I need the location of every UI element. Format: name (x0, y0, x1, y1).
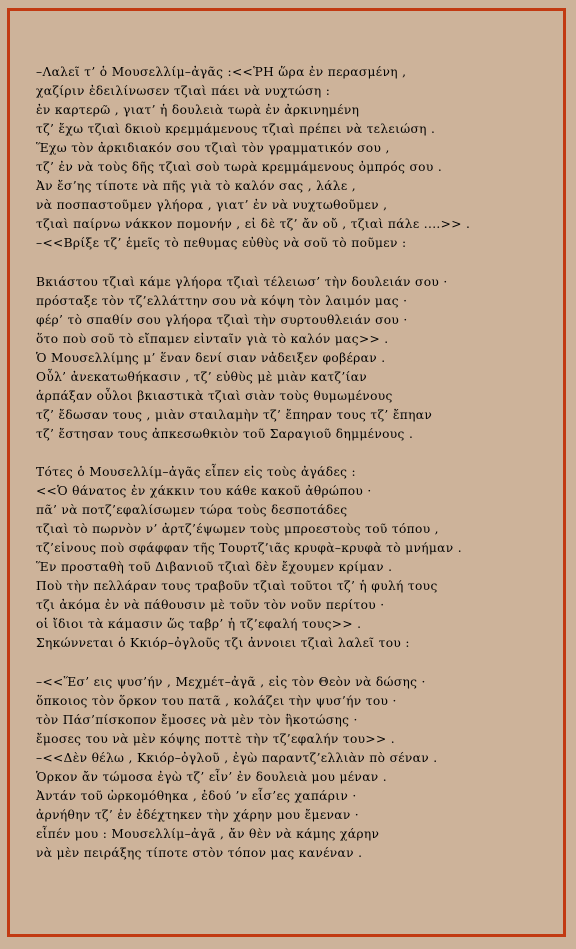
poem-stanza-2 (36, 273, 553, 444)
poem-line: –<<Ἕσ’ εις ψυσ’ήν , Μεχμέτ–ἀγᾶ , εἰς τὸν Θεὸν νὰ δώσης · (36, 674, 426, 689)
poem-line: Ποὺ τὴν πελλάραν τους τραβοῦν τζιαὶ τοῦτοι τζ’ ἡ φυλή τους (36, 579, 438, 594)
poem-line: ἔμοσες του νὰ μὲν κόψης ποττὲ τὴν τζ’εφαλήν του>> . (36, 731, 395, 746)
poem-line: Τότες ὁ Μουσελλίμ–ἀγᾶς εἶπεν εἰς τοὺς ἀγάδες : (36, 464, 356, 479)
poem-line: χαζίριν ἐδειλίνωσεν τζιαὶ πάει νὰ νυχτώση : (36, 84, 331, 99)
poem-line: τὸν Πάσ’πίσκοπον ἔμοσες νὰ μὲν τὸν ἣκοτώσης · (36, 712, 358, 727)
poem-line: ἐν καρτερῶ , γιατ’ ἡ δουλειὰ τωρὰ ἐν ἀρκινημένη (36, 103, 360, 118)
poem-line: Ἀν ἔσ’ης τίποτε νὰ πῆς γιὰ τὸ καλόν σας , λάλε , (36, 179, 356, 194)
poem-line: Οὖλ’ ἀνεκατωθήκασιν , τζ’ εὐθὺς μὲ μιὰν κατζ’ίαν (36, 369, 368, 384)
poem-line: τζ’ ἔστησαν τους ἀπκεσωθκιὸν τοῦ Σαραγιοῦ δημμένους . (36, 426, 414, 441)
poem-line: ἀρνήθην τζ’ ἐν ἐδέχτηκεν τὴν χάρην μου ἔμεναν · (36, 807, 360, 822)
poem-line: Ἀντάν τοῦ ὠρκομόθηκα , ἐδού ’ν εἷσ’ες χαπάριν · (36, 788, 357, 803)
poem-line: Ὁρκον ἄν τώμοσα ἐγὼ τζ’ εἶν’ ἐν δουλειὰ μου μέναν . (36, 769, 387, 784)
poem-line: νὰ μὲν πειράξης τίποτε στὸν τόπον μας κανέναν . (36, 845, 363, 860)
poem-line: <<Ὁ θάνατος ἐν χάκκιν του κάθε κακοῦ ἀθρώπου · (36, 484, 372, 499)
poem-line: Βκιάστου τζιαὶ κάμε γλήορα τζιαὶ τέλειωσ’ τὴν δουλειάν σου · (36, 274, 448, 289)
poem-line: ἁρπάξαν οὖλοι βκιαστικὰ τζιαὶ σιὰν τοὺς θυμωμένους (36, 388, 393, 403)
poem-text (36, 63, 553, 863)
poem-line: τζ’εἱνους ποὺ σφάφφαν τῆς Τουρτζ’ιᾶς κρυφὰ–κρυφὰ τὸ μνήμαν . (36, 541, 462, 556)
poem-line: πρόσταξε τὸν τζ’ελλάττην σου νὰ κόψη τὸν λαιμόν μας · (36, 293, 408, 308)
poem-line: τζ’ ἔχω τζιαὶ δκιοὺ κρεμμάμενους τζιαὶ πρέπει νὰ τελειώση . (36, 122, 436, 137)
poem-line: Ἕχω τὸν ἀρκιδιακόν σου τζιαὶ τὸν γραμματικόν σου , (36, 141, 390, 156)
poem-line: τζ’ ἐν νὰ τοὺς δῆς τζιαὶ σοὺ τωρὰ κρεμμάμενους ὀμπρός σου . (36, 160, 443, 175)
poem-line: τζιαὶ παίρνω νάκκον πομονήν , εἰ δὲ τζ’ ἄν οὔ , τζιαὶ πάλε ....>> . (36, 217, 471, 232)
poem-line: φέρ’ τὸ σπαθίν σου γλήορα τζιαὶ τὴν συρτουθλειάν σου · (36, 312, 408, 327)
poem-line: ὅπκοιος τὸν ὅρκον του πατᾶ , κολάζει τὴν ψυσ’ήν του · (36, 693, 397, 708)
poem-line: ὅτο ποὺ σοῦ τὸ εἴπαμεν εἰνταῖν γιὰ τὸ καλόν μας>> . (36, 331, 389, 346)
poem-stanza-3 (36, 463, 553, 653)
poem-line: πᾶ’ νὰ ποτζ’εφαλίσωμεν τώρα τοὺς δεσποτάδες (36, 503, 348, 518)
poem-line: Σηκώννεται ὁ Κκιόρ–ὀγλοῦς τζι ἀννοιει τζιαὶ λαλεῖ του : (36, 636, 410, 651)
poem-line: οἱ ἴδιοι τὰ κάμασιν ὥς ταβρ’ ἡ τζ’εφαλή τους>> . (36, 617, 362, 632)
poem-line: –<<Βρίξε τζ’ ἑμεῖς τὸ πεθυμας εὐθὺς νὰ σοῦ τὸ ποῦμεν : (36, 236, 407, 251)
poem-stanza-4 (36, 673, 553, 863)
poem-line: νὰ ποσπαστοῦμεν γλήορα , γιατ’ ἐν νὰ νυχτωθοῦμεν , (36, 198, 388, 213)
poem-line: –<<Δὲν θέλω , Κκιόρ–ὀγλοῦ , ἐγὼ παραντζ’ελλιὰν πὸ σέναν . (36, 750, 438, 765)
poem-line: τζ’ ἔδωσαν τους , μιὰν σταιλαμὴν τζ’ ἔπηραν τους τζ’ ἔπηαν (36, 407, 433, 422)
poem-stanza-1 (36, 63, 553, 253)
poem-line: Ὁ Μουσελλίμης μ’ ἕναν δενί σιαν νἀδειξεν φοβέραν . (36, 350, 386, 365)
poem-line: τζιαὶ τὸ πωρνὸν ν’ ἀρτζ’έψωμεν τοὺς μπροεστοὺς τοῦ τόπου , (36, 522, 439, 537)
poem-frame (7, 8, 566, 937)
poem-line: Ἕν προσταθὴ τοῦ Διβανιοῦ τζιαὶ δὲν ἔχουμεν κρίμαν . (36, 560, 393, 575)
poem-line: τζι ἀκόμα ἐν νὰ πάθουσιν μὲ τοῦν τὸν νοῦν περίτου · (36, 598, 385, 613)
poem-line: εἶπέν μου : Μουσελλίμ–ἀγᾶ , ἄν θὲν νὰ κάμης χάρην (36, 826, 380, 841)
poem-line: –Λαλεῖ τ’ ὁ Μουσελλίμ–ἀγᾶς :<<ῬΗ ὥρα ἐν περασμένη , (36, 65, 407, 79)
